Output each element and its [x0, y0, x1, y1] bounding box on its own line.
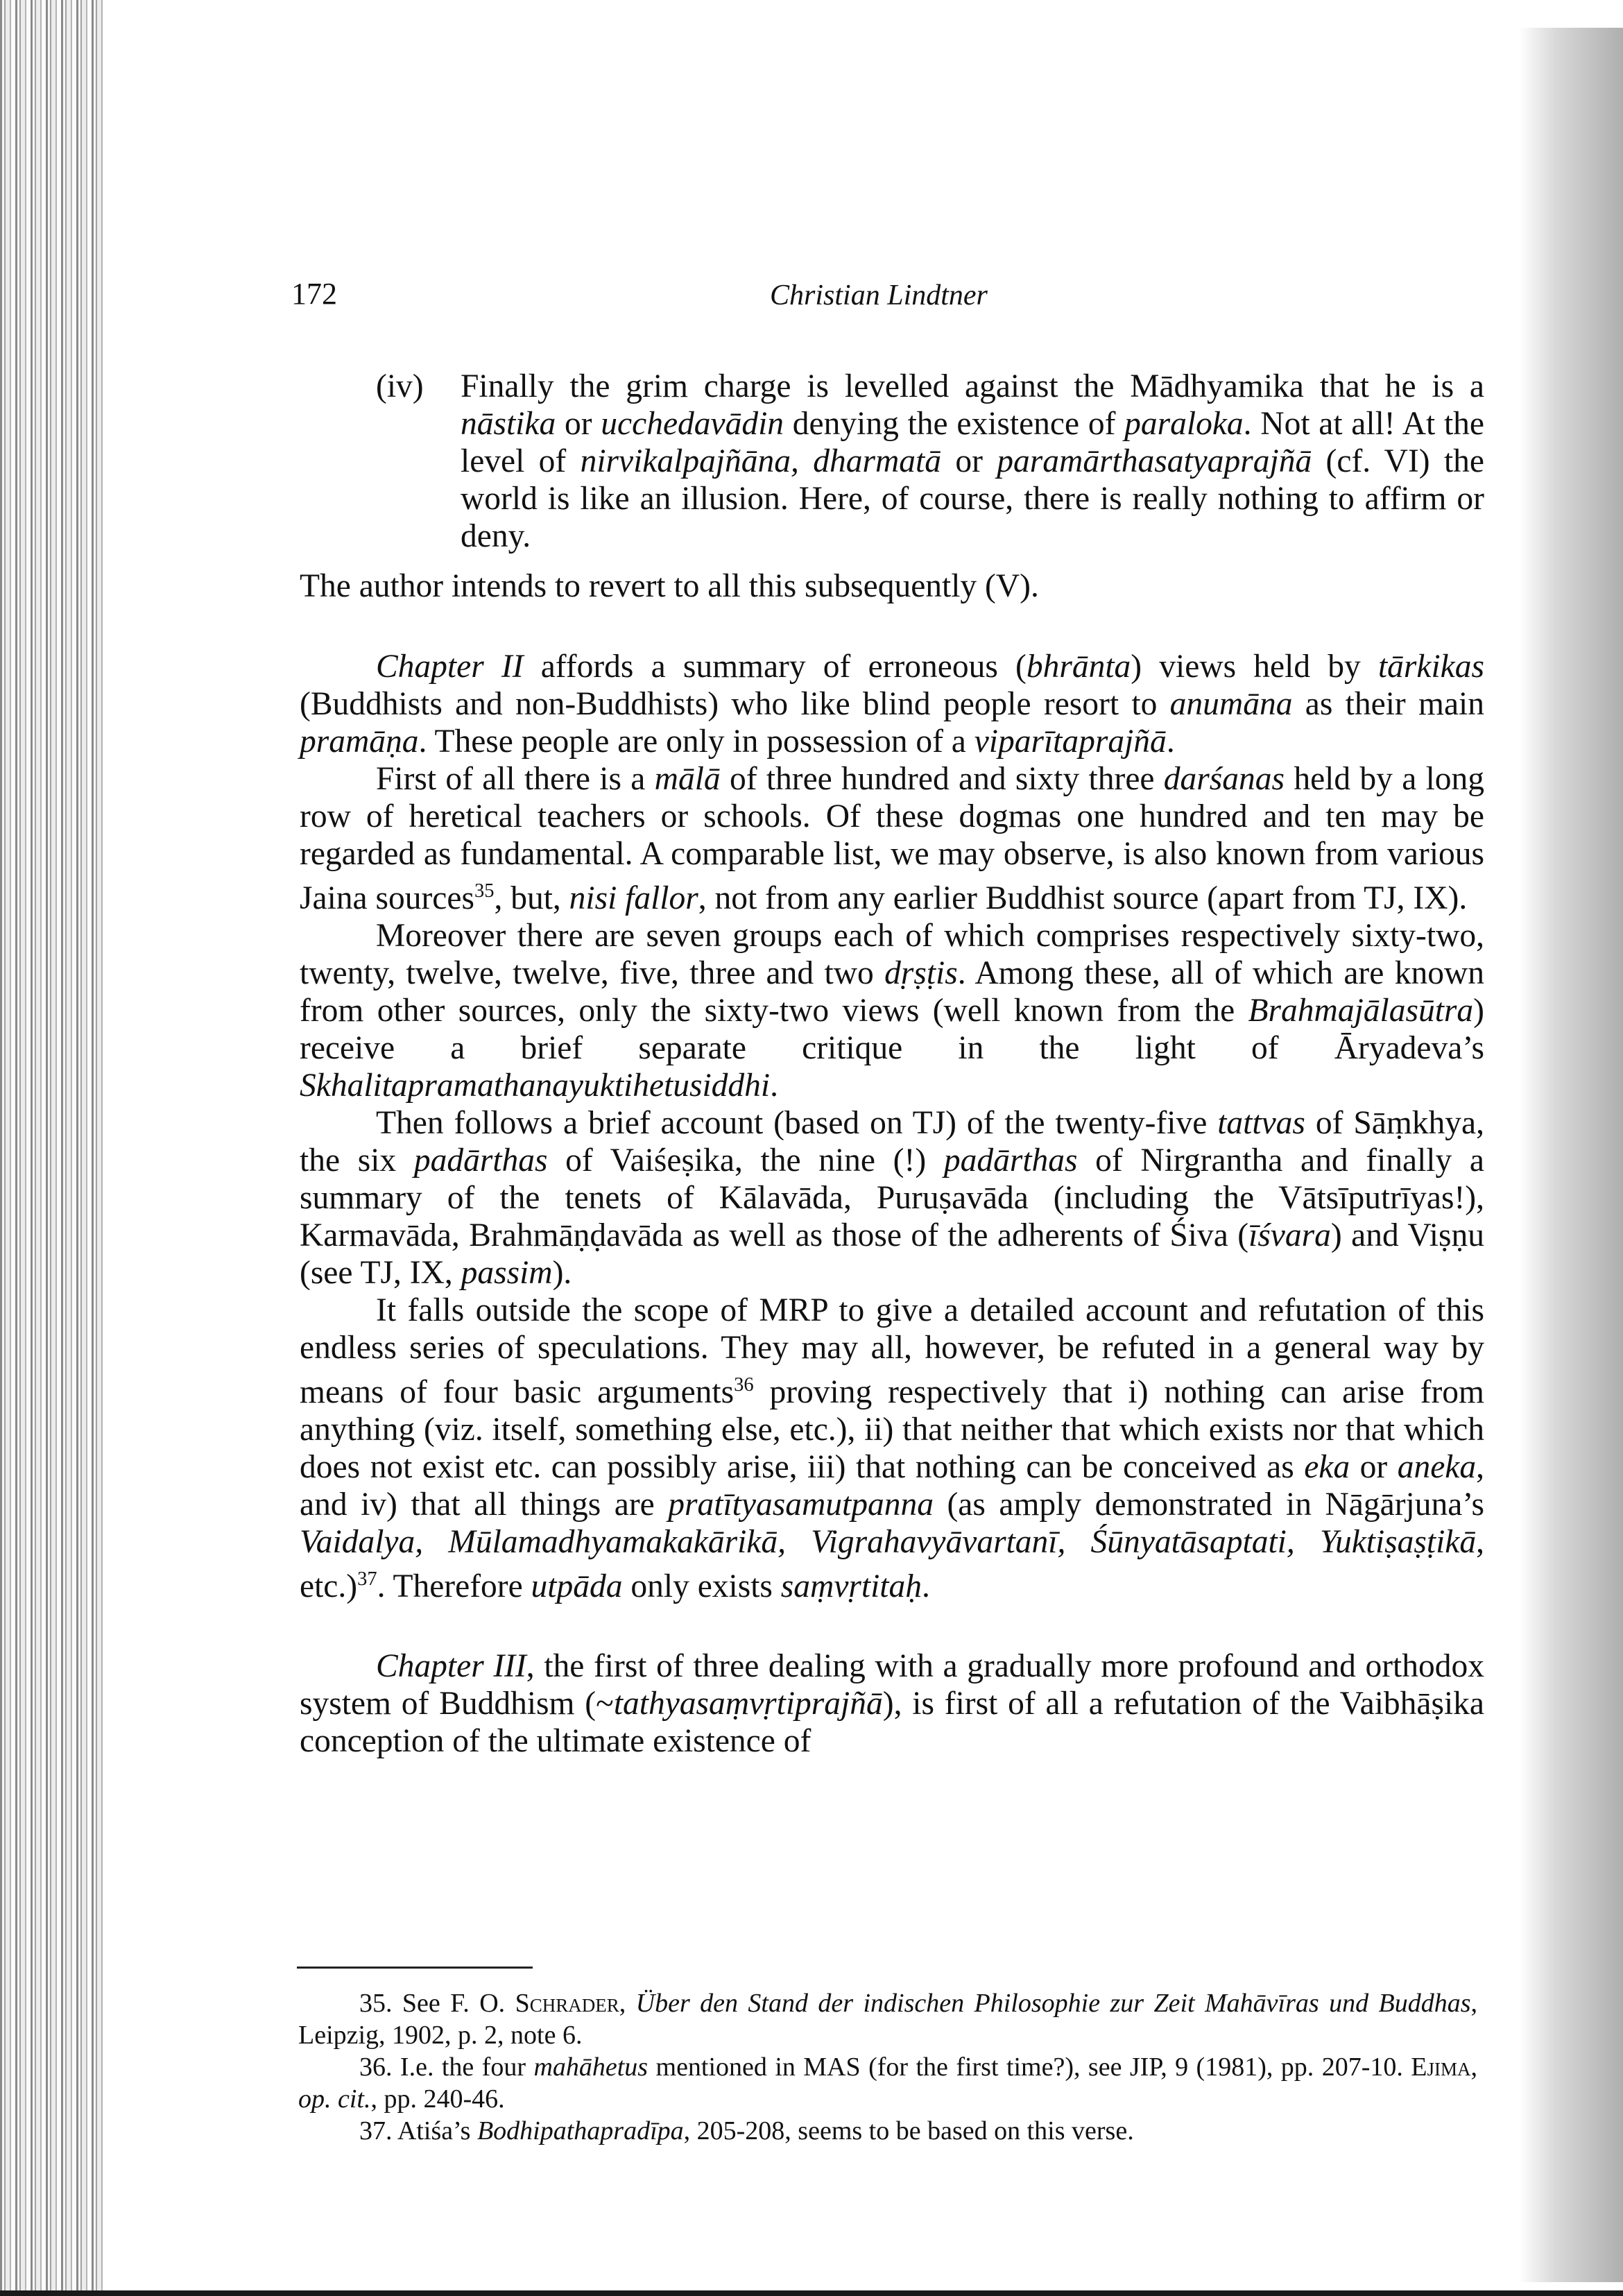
footnote-rule [297, 1967, 533, 1969]
italic-term: passim [461, 1254, 553, 1291]
text-run: or [1350, 1448, 1398, 1485]
text-run: (cf. VI) the world is like an illusion. Here, of course, there is really nothing to affirm or deny. [461, 443, 1484, 554]
text-run: or [941, 443, 997, 479]
italic-term: nāstika [461, 406, 556, 442]
text-run: Then follows a brief account (based on TJ) of the twenty-five [376, 1104, 1218, 1141]
text-run: It falls outside the scope of MRP to give a detailed account and refutation of this endless series of speculations. They may all, however, be refuted in a general way by means of four basic arguments [300, 1292, 1484, 1410]
italic-term: Brahmajālasūtra [1248, 992, 1474, 1029]
italic-term: Über den Stand der indischen Philosophie zur Zeit Mahāvīras und Buddhas [635, 1989, 1471, 2018]
text-run: , [1470, 2053, 1477, 2082]
text-run: , not from any earlier Buddhist source (apart from TJ, IX). [698, 880, 1468, 916]
text-run: (as amply demonstrated in Nāgārjuna’s [933, 1486, 1485, 1523]
text-run: , the first of three dealing with a gradually more profound and orthodox system of Buddhism (~ [300, 1648, 1484, 1722]
italic-term: saṃvṛtitaḥ [780, 1568, 922, 1604]
text-run: , and iv) that all things are [300, 1448, 1484, 1523]
footnote-ref: 36 [734, 1373, 754, 1396]
body-text [300, 368, 1484, 1760]
text-run: or [556, 406, 601, 442]
footnotes [298, 1987, 1477, 2147]
paragraph-chapter-ii [300, 648, 1484, 760]
footnote-35 [298, 1987, 1477, 2051]
text-run: of Sāṃkhya, the six [300, 1104, 1484, 1179]
italic-term: tattvas [1217, 1104, 1305, 1141]
text-run: ) and Viṣṇu (see TJ, IX, [300, 1217, 1484, 1291]
page-number: 172 [291, 277, 337, 311]
text-run: of three hundred and sixty three [720, 761, 1164, 797]
text-run: 36. I.e. the four [359, 2053, 534, 2082]
text-run: ) receive a brief separate critique in the light of Āryadeva’s [300, 992, 1484, 1066]
italic-term: padārthas [413, 1142, 548, 1179]
text-run: mentioned in MAS (for the first time?), see JIP, 9 (1981), pp. 207-10. [648, 2053, 1411, 2082]
text-run: Moreover there are seven groups each of which comprises respectively sixty-two, twenty, twelve, twelve, five, three and two [300, 917, 1484, 991]
text-run: . [921, 1568, 930, 1604]
italic-term: nirvikalpajñāna, dharmatā [580, 443, 941, 479]
text-run: . Not at all! At the level of [461, 406, 1484, 479]
italic-term: Bodhipathapradīpa [476, 2116, 684, 2145]
italic-term: Vaidalya, Mūlamadhyamakakārikā, Vigrahavyāvartanī, Śūnyatāsaptati, Yuktiṣaṣṭikā [300, 1523, 1477, 1560]
text-run: , pp. 240-46. [370, 2084, 505, 2114]
list-item-text [461, 368, 1484, 555]
text-run: . Among these, all of which are known from other sources, only the sixty-two views (well known from the [300, 954, 1485, 1029]
text-run: of Nirgrantha and finally a summary of the tenets of Kālavāda, Puruṣavāda (including the Vātsīputrīyas!), Karmavāda, Brahmāṇḍavāda as well as those of the adherents of Śiva ( [300, 1142, 1485, 1253]
italic-term: nisi fallor [569, 880, 698, 916]
italic-term: pramāṇa [300, 723, 419, 760]
text-run: proving respectively that i) nothing can arise from anything (viz. itself, something else, etc.), ii) that neither that which exists nor that which does not exist etc. can possibly arise, iii) that nothing can be conceived as [300, 1373, 1484, 1485]
author-name: Schrader [515, 1989, 619, 2018]
italic-term: ucchedavādin [601, 406, 784, 442]
author-name: Ejima [1411, 2053, 1471, 2082]
italic-term: eka [1304, 1448, 1350, 1485]
text-run: , [619, 1989, 636, 2018]
footnote-36 [298, 2051, 1477, 2115]
paragraph-author-intends [300, 567, 1484, 605]
text-run: ). [552, 1254, 572, 1291]
text-run: . [1166, 723, 1175, 760]
text-run: , 205-208, seems to be based on this verse. [683, 2116, 1134, 2145]
text-run: 35. See F. O. [359, 1989, 515, 2018]
text-run: First of all there is a [376, 761, 655, 797]
italic-term: utpāda [531, 1568, 623, 1604]
footnote-37 [298, 2115, 1477, 2147]
text-run: of Vaiśeṣika, the nine (!) [547, 1142, 944, 1179]
italic-term: bhrānta [1026, 649, 1131, 685]
text-run: , etc.) [300, 1523, 1484, 1604]
text-run: , but, [494, 880, 569, 916]
text-run: . These people are only in possession of a [418, 723, 974, 760]
italic-term: tathyasaṃvṛtiprajñā [613, 1686, 883, 1722]
text-run: . Therefore [377, 1568, 531, 1604]
italic-term: paraloka [1124, 406, 1244, 442]
footnote-ref: 37 [357, 1568, 377, 1590]
text-run: . [770, 1067, 779, 1104]
paragraph-chapter-iii [300, 1647, 1484, 1760]
italic-term: Chapter II [376, 649, 524, 685]
text-run: Finally the grim charge is levelled against the Mādhyamika that he is a [461, 368, 1484, 404]
italic-term: anumāna [1169, 686, 1293, 722]
italic-term: pratītyasamutpanna [668, 1486, 934, 1523]
italic-term: tārkikas [1377, 649, 1484, 685]
text-run: held by a long row of heretical teachers or schools. Of these dogmas one hundred and ten may be regarded as fundamental. A comparable list, we may observe, is also known from various Jaina sources [300, 761, 1485, 916]
italic-term: darśanas [1163, 761, 1285, 797]
paragraph-seven-groups [300, 917, 1484, 1104]
list-item-label: (iv) [376, 368, 424, 404]
paragraph-mala [300, 760, 1484, 917]
text-run: 37. Atiśa’s [359, 2116, 477, 2145]
paragraph-four-arguments [300, 1292, 1484, 1605]
text-run: affords a summary of erroneous ( [523, 649, 1027, 685]
text-run: (Buddhists and non-Buddhists) who like blind people resort to [300, 686, 1170, 722]
italic-term: mahāhetus [533, 2053, 649, 2082]
running-title: Christian Lindtner [770, 280, 988, 311]
italic-term: īśvara [1248, 1217, 1331, 1253]
italic-term: padārthas [943, 1142, 1078, 1179]
text-run: only exists [622, 1568, 781, 1604]
italic-term: mālā [654, 761, 721, 797]
text-run: ), is first of all a refutation of the Vaibhāṣika conception of the ultimate existence of [300, 1686, 1484, 1760]
italic-term: Skhalitapramathanayuktihetusiddhi [300, 1067, 771, 1104]
italic-term: aneka [1397, 1448, 1477, 1485]
italic-term: op. cit. [298, 2084, 371, 2114]
italic-term: Chapter III [376, 1648, 526, 1685]
running-head [291, 276, 1484, 318]
text-run: , Leipzig, 1902, p. 2, note 6. [298, 1989, 1477, 2050]
text-run: ) views held by [1131, 649, 1378, 685]
italic-term: viparītaprajñā [974, 723, 1167, 760]
text-run: denying the existence of [784, 406, 1125, 442]
footnote-ref: 35 [474, 880, 495, 902]
italic-term: paramārthasatyaprajñā [997, 443, 1312, 479]
text-run: as their main [1292, 686, 1484, 722]
paragraph-tattvas [300, 1104, 1484, 1292]
italic-term: dṛṣṭis [884, 954, 958, 991]
text-run: The author intends to revert to all this subsequently (V). [300, 568, 1039, 604]
list-item-iv [376, 368, 1484, 555]
